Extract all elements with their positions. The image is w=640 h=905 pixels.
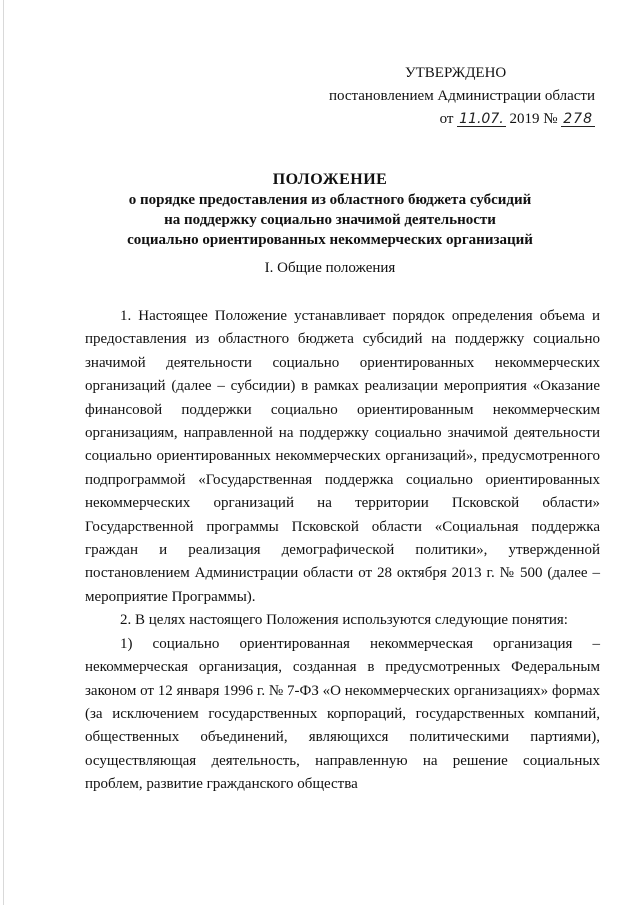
approval-number-handwritten: 278: [563, 111, 593, 127]
document-subtitle-line-2: на поддержку социально значимой деятельности: [164, 212, 496, 228]
paragraph-2: 2. В целях настоящего Положения используются следующие понятия:: [120, 612, 568, 629]
approval-authority: постановлением Администрации области: [328, 88, 595, 104]
document-heading: [60, 170, 600, 250]
document-title: ПОЛОЖЕНИЕ: [272, 171, 388, 188]
approval-from-prefix: от: [439, 111, 454, 127]
approval-stamp-block: [315, 62, 595, 131]
paragraph-2-item-1: 1) социально ориентированная некоммерческая организация – некоммерческая организация, созданная в предусмотренных Федеральным законом от 12 января 1996 г. № 7-ФЗ «О некоммерческих организациях» формах (за исключением государственных корпораций, государственных компаний, общественных объединений, являющихся политическими партиями), осуществляющая деятельность, направленную на решение социальных проблем, развитие гражданского общества: [85, 635, 600, 793]
document-subtitle-line-1: о порядке предоставления из областного бюджета субсидий: [128, 192, 532, 208]
document-subtitle-line-3: социально ориентированных некоммерческих организаций: [127, 232, 533, 248]
approval-date-handwritten: 11.07.: [459, 111, 504, 127]
document-body: [85, 305, 600, 797]
scan-edge: [3, 0, 4, 905]
paragraph-1: 1. Настоящее Положение устанавливает порядок определения объема и предоставления из областного бюджета субсидий на поддержку социально значимой деятельности социально ориентированных некоммерческих организаций (далее – субсидии) в рамках реализации мероприятия «Оказание финансовой поддержки социально ориентированным некоммерческим организациям, направленной на поддержку социально значимой деятельности социально ориентированных некоммерческих организаций», предусмотренного подпрограммой «Государственная поддержка социально ориентированных некоммерческих организаций на территории Псковской области» Государственной программы Псковской области «Социальная поддержка граждан и реализация демографической политики», утвержденной постановлением Администрации области от 28 октября 2013 г. № 500 (далее – мероприятие Программы).: [85, 308, 600, 605]
approval-year: 2019 №: [509, 111, 558, 127]
approval-date-line: [315, 108, 595, 131]
section-title: I. Общие положения: [264, 260, 396, 276]
approval-title: УТВЕРЖДЕНО: [405, 65, 507, 81]
